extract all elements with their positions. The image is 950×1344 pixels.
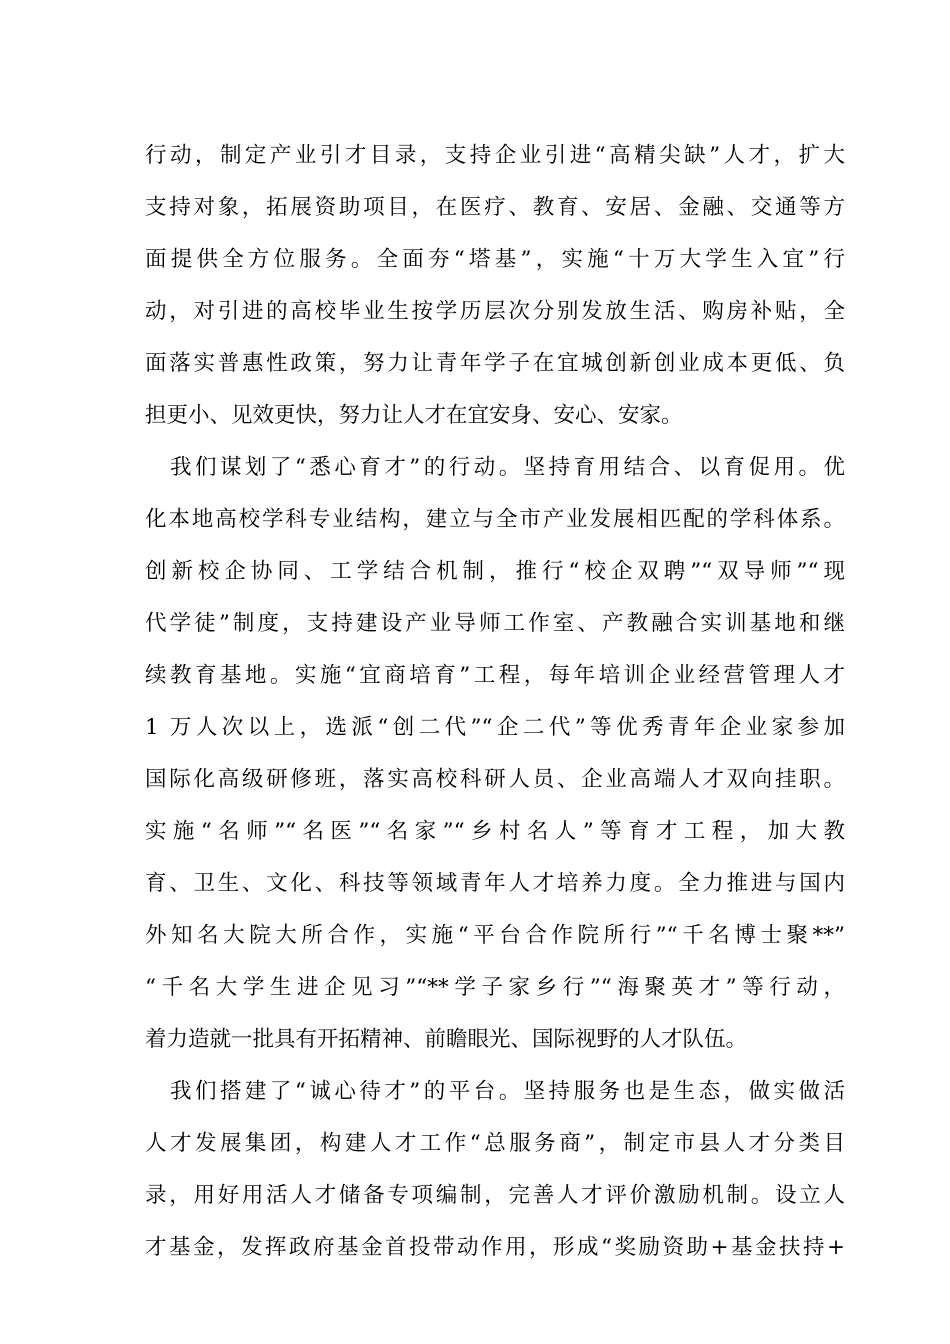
text-line: 录，用好用活人才储备专项编制，完善人才评价激励机制。设立人 [145, 1183, 845, 1208]
text-line: 动，对引进的高校毕业生按学历层次分别发放生活、购房补贴，全 [145, 299, 845, 324]
paragraph-start-line: 我们搭建了“诚心待才”的平台。坚持服务也是生态，做实做活 [145, 1079, 845, 1104]
text-line: 创新校企协同、工学结合机制，推行“校企双聘”“双导师”“现 [145, 559, 845, 584]
text-line: 面提供全方位服务。全面夯“塔基”，实施“十万大学生入宜”行 [145, 247, 845, 272]
text-line: 实施“名师”“名医”“名家”“乡村名人”等育才工程，加大教 [145, 819, 845, 844]
paragraph-start-line: 我们谋划了“悉心育才”的行动。坚持育用结合、以育促用。优 [145, 455, 845, 480]
text-line: 支持对象，拓展资助项目，在医疗、教育、安居、金融、交通等方 [145, 195, 845, 220]
text-line: 国际化高级研修班，落实高校科研人员、企业高端人才双向挂职。 [145, 767, 845, 792]
text-line: 着力造就一批具有开拓精神、前瞻眼光、国际视野的人才队伍。 [145, 1027, 748, 1052]
text-line: 担更小、见效更快，努力让人才在宜安身、安心、安家。 [145, 403, 683, 428]
text-line: 代学徒”制度，支持建设产业导师工作室、产教融合实训基地和继 [145, 611, 845, 636]
text-line: 外知名大院大所合作，实施“平台合作院所行”“千名博士聚**” [145, 923, 845, 948]
text-line: 化本地高校学科专业结构，建立与全市产业发展相匹配的学科体系。 [145, 507, 845, 532]
text-line: “千名大学生进企见习”“**学子家乡行”“海聚英才”等行动， [145, 975, 845, 1000]
body-text [145, 130, 845, 1274]
text-line: 才基金，发挥政府基金首投带动作用，形成“奖励资助+基金扶持+ [145, 1235, 845, 1260]
text-line: 育、卫生、文化、科技等领域青年人才培养力度。全力推进与国内 [145, 871, 845, 896]
text-line: 人才发展集团，构建人才工作“总服务商”，制定市县人才分类目 [145, 1131, 845, 1156]
text-line: 面落实普惠性政策，努力让青年学子在宜城创新创业成本更低、负 [145, 351, 845, 376]
text-line: 行动，制定产业引才目录，支持企业引进“高精尖缺”人才，扩大 [145, 143, 845, 168]
text-line: 1 万人次以上，选派“创二代”“企二代”等优秀青年企业家参加 [145, 715, 845, 740]
text-line: 续教育基地。实施“宜商培育”工程，每年培训企业经营管理人才 [145, 663, 845, 688]
